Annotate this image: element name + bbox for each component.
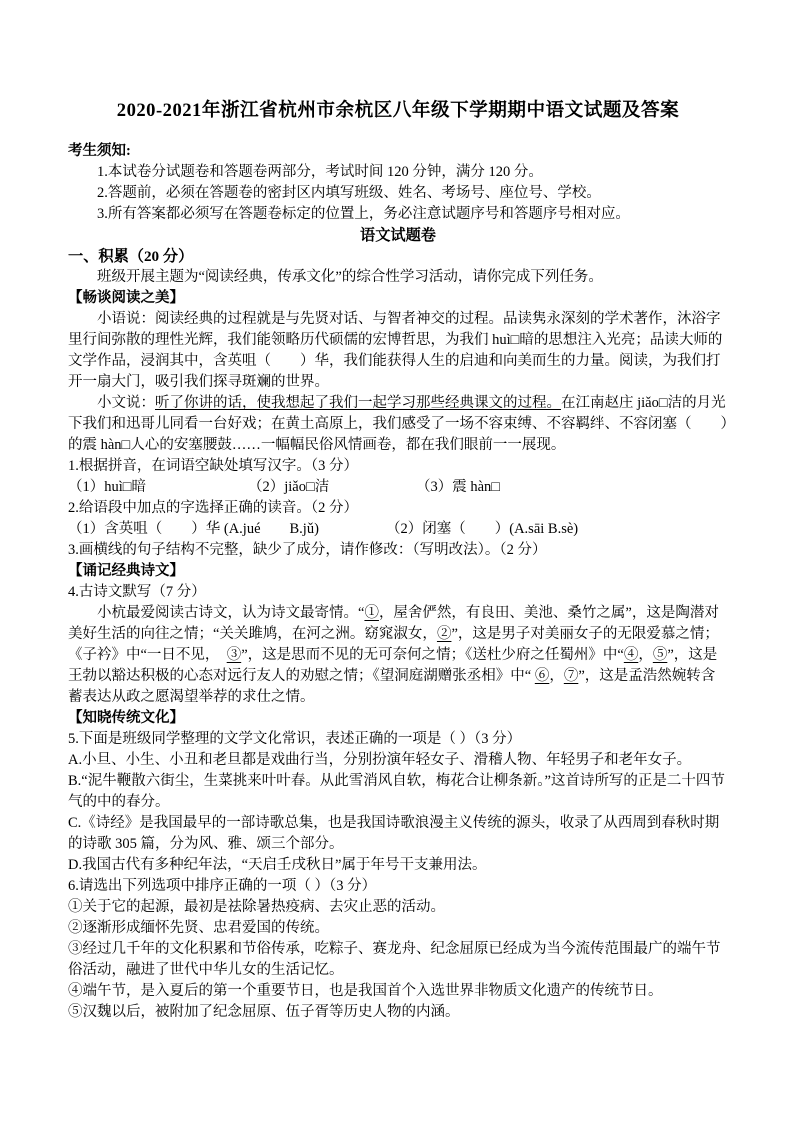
paragraph-xiaoyu: 小语说：阅读经典的过程就是与先贤对话、与智者神交的过程。品读隽永深刻的学术著作，沐浴字里行间弥散的理性光辉，我们能领略历代硕儒的宏博哲思，为我们 huì□暗的思想注入光亮；品读大师的文学作品，浸润其中，含英咀（ ）华，我们能获得人生的启迪和向美而生的力量。阅读，为我们打开一扇大门，吸引我们探寻斑斓的世界。 bbox=[68, 311, 723, 390]
question-6-stem: 6.请选出下列选项中排序正确的一项（ ）（3 分） bbox=[68, 878, 377, 894]
xiaowen-rest: 在江南赵庄 jiǎo□洁的月光下我们和迅哥儿同看一台好戏；在黄土高原上，我们感受了一场不容束缚、不容羁绊、不容闭塞（ ）的震 hàn□人心的安塞腰鼓……一幅幅民俗风情画卷，都在我们眼前一一展现。 bbox=[68, 395, 728, 453]
fill-blank-3: ③ bbox=[226, 647, 242, 663]
question-4-paragraph bbox=[68, 603, 728, 708]
fill-blank-4: ④ bbox=[623, 647, 639, 663]
xiaowen-prefix: 小文说： bbox=[97, 395, 155, 411]
question-4-stem: 4.古诗文默写（7 分） bbox=[68, 584, 206, 600]
question-1-items bbox=[68, 477, 728, 498]
fill-blank-6: ⑥ bbox=[534, 668, 550, 684]
q4-text-6: ”，这是王勃以豁达积极的心态对远行友人的劝慰之情；《望洞庭湖赠张丞相》中“ bbox=[68, 647, 718, 684]
q4-text-3: ”，这是男子对美丽女子的无限爱慕之情；《子衿》中“一日不见， bbox=[68, 626, 719, 663]
q5-option-d: D.我国古代有多种纪年法，“天启壬戌秋日”属于年号干支兼用法。 bbox=[68, 857, 487, 873]
page-title: 2020-2021年浙江省杭州市余杭区八年级下学期期中语文试题及答案 bbox=[116, 100, 680, 121]
underlined-sentence: 听了你讲的话，使我想起了我们一起学习那些经典课文的过程。 bbox=[155, 395, 561, 411]
q4-text-2: ，屋舍俨然，有良田、美池、桑竹之属”，这是陶潜对美好生活的向往之情；“关关雎鸠，在河之洲。窈窕淑女， bbox=[68, 605, 719, 642]
notice-item-3: 3.所有答案都必须写在答题卷标定的位置上，务必注意试题序号和答题序号相对应。 bbox=[97, 206, 630, 222]
q2-item-1: （1）含英咀（ ）华 (A.jué B.jǔ) bbox=[68, 521, 319, 537]
block-heading-reading: 【畅谈阅读之美】 bbox=[68, 290, 184, 306]
q2-item-2: （2）闭塞（ ）(A.sāi B.sè) bbox=[386, 521, 579, 537]
q5-option-a: A.小旦、小生、小丑和老旦都是戏曲行当，分别扮演年轻女子、滑稽人物、年轻男子和老年女子。 bbox=[68, 752, 692, 768]
paper-subtitle: 语文试题卷 bbox=[360, 227, 436, 244]
q6-item-3: ③经过几千年的文化积累和节俗传承，吃粽子、赛龙舟、纪念屈原已经成为当今流传范围最广的端午节俗活动，融进了世代中华儿女的生活记忆。 bbox=[68, 941, 721, 978]
question-5-stem: 5.下面是班级同学整理的文学文化常识，表述正确的一项是（ ）（3 分） bbox=[68, 731, 522, 747]
paragraph-xiaowen bbox=[68, 393, 728, 456]
fill-blank-7: ⑦ bbox=[563, 668, 579, 684]
q5-option-c: C.《诗经》是我国最早的一部诗歌总集，也是我国诗歌浪漫主义传统的源头，收录了从西周到春秋时期的诗歌 305 篇，分为风、雅、颂三个部分。 bbox=[68, 815, 720, 852]
q4-text-4: ”，这是思而不见的无可奈何之情；《送杜少府之任蜀州》中“ bbox=[241, 647, 624, 663]
question-3-stem: 3.画横线的句子结构不完整，缺少了成分，请作修改：（写明改法）。（2 分） bbox=[68, 542, 547, 558]
q1-item-3: （3）震 hàn□ bbox=[416, 479, 501, 495]
q6-item-5: ⑤汉魏以后，被附加了纪念屈原、伍子胥等历史人物的内涵。 bbox=[68, 1004, 460, 1020]
q6-item-1: ①关于它的起源，最初是祛除暑热疫病、去灾止恶的活动。 bbox=[68, 899, 445, 915]
q1-item-1: （1）huì□暗 bbox=[68, 479, 147, 495]
fill-blank-5: ⑤ bbox=[652, 647, 668, 663]
notice-heading: 考生须知: bbox=[68, 143, 131, 159]
q6-item-4: ④端午节，是入夏后的第一个重要节日，也是我国首个入选世界非物质文化遗产的传统节日。 bbox=[68, 983, 663, 999]
q4-text-8: ”，这是孟浩然婉转含蓄表达从政之愿渴望举荐的求仕之情。 bbox=[68, 668, 716, 705]
question-2-items bbox=[68, 519, 728, 540]
q5-option-b: B.“泥牛鞭散六街尘，生菜挑来叶叶春。从此雪消风自软，梅花合让柳条新。”这首诗所写的正是二十四节气的中的春分。 bbox=[68, 773, 725, 810]
notice-item-2: 2.答题前，必须在答题卷的密封区内填写班级、姓名、考场号、座位号、学校。 bbox=[97, 185, 601, 201]
question-2-stem: 2.给语段中加点的字选择正确的读音。（2 分） bbox=[68, 500, 358, 516]
fill-blank-2: ② bbox=[436, 626, 452, 642]
question-1-stem: 1.根据拼音，在词语空缺处填写汉字。（3 分） bbox=[68, 458, 358, 474]
block-heading-culture: 【知晓传统文化】 bbox=[68, 710, 184, 726]
notice-item-1: 1.本试卷分试题卷和答题卷两部分，考试时间 120 分钟，满分 120 分。 bbox=[97, 164, 543, 180]
q4-text-1: 小杭最爱阅读古诗文，认为诗文最寄情。“ bbox=[97, 605, 365, 621]
block-heading-poetry: 【诵记经典诗文】 bbox=[68, 563, 184, 579]
fill-blank-1: ① bbox=[364, 605, 379, 621]
section1-heading: 一、积累（20 分） bbox=[68, 248, 194, 265]
q4-text-5: ， bbox=[638, 647, 653, 663]
q1-item-2: （2）jiǎo□洁 bbox=[248, 479, 330, 495]
section1-intro: 班级开展主题为“阅读经典，传承文化”的综合性学习活动，请你完成下列任务。 bbox=[97, 269, 603, 285]
q4-text-7: ， bbox=[549, 668, 564, 684]
q6-item-2: ②逐渐形成缅怀先贤、忠君爱国的传统。 bbox=[68, 920, 329, 936]
